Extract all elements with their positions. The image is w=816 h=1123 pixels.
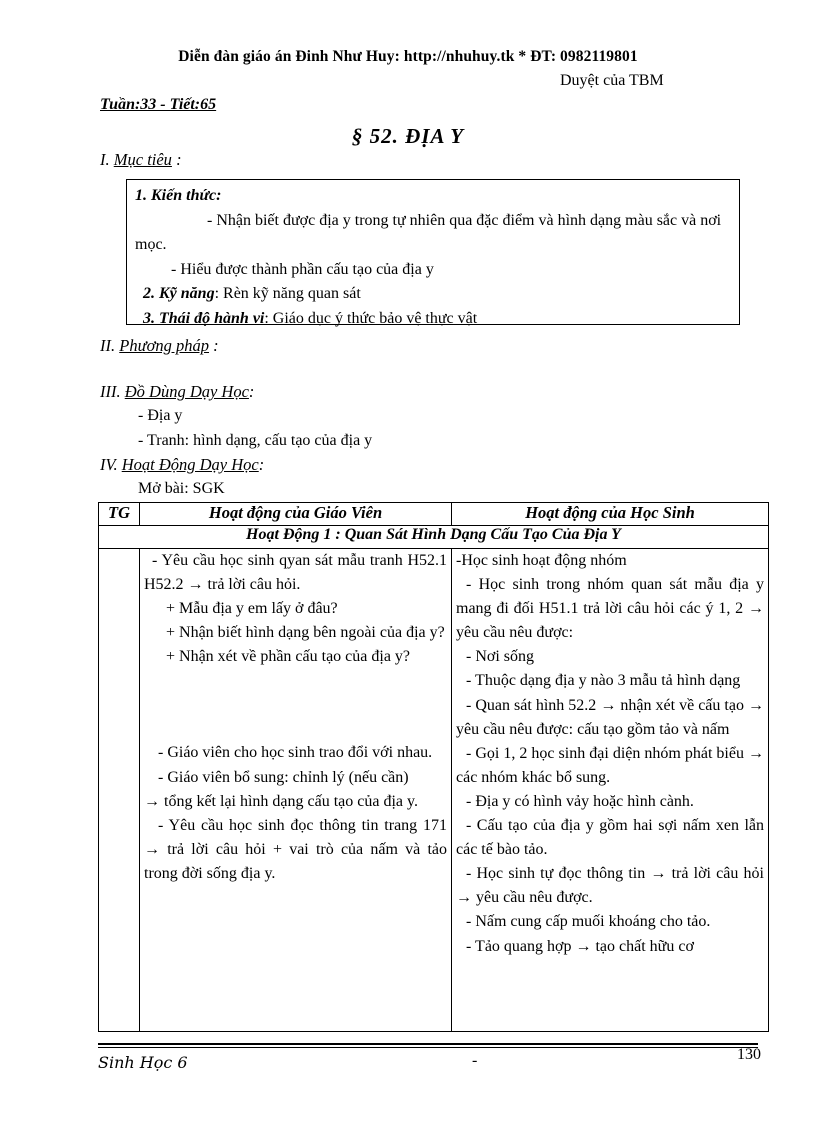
col-student: Hoạt động của Học Sinh — [452, 503, 769, 526]
teacher-item: - Yêu cầu học sinh đọc thông tin trang 171 → trả lời câu hỏi + vai trò của nấm và tảo trong đời sống địa y. — [144, 816, 447, 882]
student-item: - Địa y có hình vảy hoặc hình cành. — [466, 792, 694, 810]
footer-rule — [98, 1043, 758, 1045]
objectives-box — [126, 179, 740, 325]
knowledge-item-1: - Nhận biết được địa y trong tự nhiên qua đặc điểm và hình dạng màu sắc và nơi mọc. — [135, 211, 722, 253]
forum-header: Diễn đàn giáo án Đinh Như Huy: http://nhuhuy.tk * ĐT: 0982119801 — [178, 48, 638, 65]
section-activities: IV. Hoạt Động Dạy Học: — [100, 455, 265, 474]
footer-subject: Sinh Học 6 — [98, 1053, 188, 1072]
material-item: - Tranh: hình dạng, cấu tạo của địa y — [138, 432, 373, 449]
section-objectives: I. Mục tiêu : — [100, 150, 182, 169]
teacher-item: - Yêu cầu học sinh qyan sát mẫu tranh H52.1 H52.2 → trả lời câu hỏi. — [144, 552, 447, 594]
activity-1-title: Hoạt Động 1 : Quan Sát Hình Dạng Cấu Tạo Của Địa Y — [99, 526, 769, 549]
col-tg: TG — [99, 503, 140, 526]
activities-table — [98, 502, 769, 1032]
section-materials: III. Đồ Dùng Dạy Học: — [100, 382, 255, 401]
teacher-item: + Nhận biết hình dạng bên ngoài của địa y? — [166, 624, 445, 642]
attitude-line: 3. Thái độ hành vi: Giáo dục ý thức bảo vệ thực vật — [143, 309, 478, 327]
teacher-item: - Giáo viên bổ sung: chỉnh lý (nếu cần) — [158, 768, 409, 786]
student-item: - Thuộc dạng địa y nào 3 mẫu tả hình dạng — [466, 672, 741, 690]
teacher-item: + Nhận xét về phần cấu tạo của địa y? — [166, 648, 411, 666]
knowledge-label: 1. Kiến thức: — [135, 187, 222, 204]
week-lesson: Tuần:33 - Tiết:65 — [100, 96, 217, 113]
page-title: § 52. ĐỊA Y — [351, 124, 465, 148]
knowledge-item-2: - Hiểu được thành phần cấu tạo của địa y — [171, 260, 434, 278]
section-method: II. Phương pháp : — [100, 336, 219, 355]
student-item: - Học sinh tự đọc thông tin → trả lời câu hỏi → yêu cầu nêu được. — [456, 865, 764, 907]
material-item: - Địa y — [138, 407, 183, 424]
student-item: - Nơi sống — [466, 648, 535, 666]
activity-row — [99, 526, 769, 549]
teacher-item: - Giáo viên cho học sinh trao đổi với nhau. — [158, 744, 433, 762]
student-item: - Quan sát hình 52.2 → nhận xét về cấu tạo → yêu cầu nêu được: cấu tạo gồm tảo và nấm — [456, 696, 764, 738]
approval-label: Duyệt của TBM — [560, 72, 664, 89]
student-item: - Gọi 1, 2 học sinh đại diện nhóm phát biểu → các nhóm khác bổ sung. — [456, 744, 764, 786]
student-item: - Tảo quang hợp → tạo chất hữu cơ — [466, 937, 694, 955]
page-number: 130 — [737, 1046, 761, 1063]
student-item: - Học sinh trong nhóm quan sát mẫu địa y mang đi đối H51.1 trả lời câu hỏi các ý 1, 2 → yêu cầu nêu được: — [456, 576, 764, 642]
intro-line: Mở bài: SGK — [138, 480, 225, 497]
footer-dash: - — [472, 1052, 478, 1069]
tg-cell — [99, 549, 140, 1032]
skill-line: 2. Kỹ năng: Rèn kỹ năng quan sát — [143, 285, 361, 302]
teacher-item: + Mẫu địa y em lấy ở đâu? — [166, 600, 338, 618]
student-item: - Cấu tạo của địa y gồm hai sợi nấm xen lẫn các tế bào tảo. — [456, 817, 764, 859]
student-item: -Học sinh hoạt động nhóm — [456, 552, 627, 569]
student-item: - Nấm cung cấp muối khoáng cho tảo. — [466, 913, 711, 931]
table-row — [99, 549, 769, 1032]
student-cell — [452, 549, 769, 1032]
footer-rule-thin — [98, 1047, 758, 1048]
teacher-cell — [140, 549, 452, 1032]
teacher-item: → tổng kết lại hình dạng cấu tạo của địa y. — [144, 792, 418, 810]
table-header-row — [99, 503, 769, 526]
col-teacher: Hoạt động của Giáo Viên — [140, 503, 452, 526]
